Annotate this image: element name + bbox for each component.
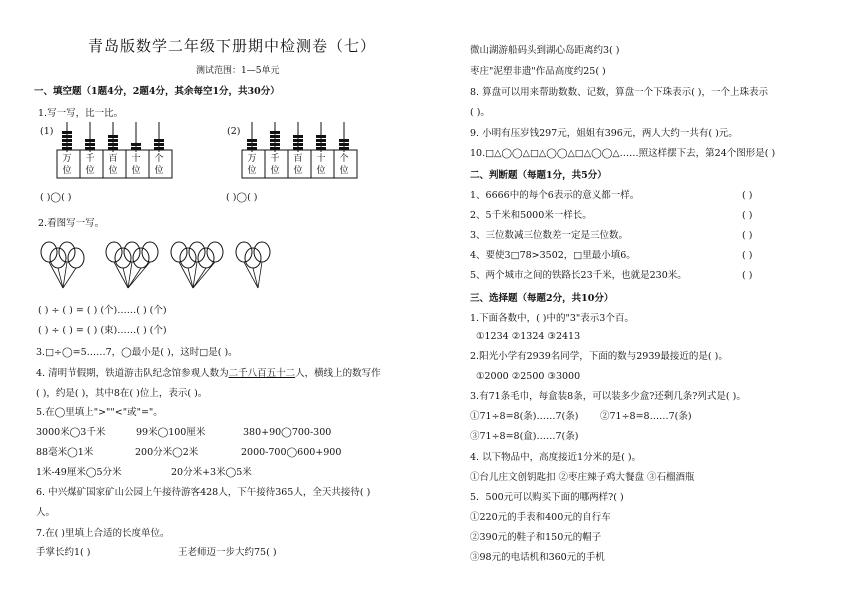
abacus-place-label: 位 (293, 166, 303, 176)
right-column (440, 0, 860, 608)
abacus-place-label: 位 (108, 166, 118, 176)
judge-item: 1、6666中的每个6表示的意义都一样。 (470, 190, 640, 201)
section-judge-heading: 二、判断题（每题1分，共5分） (470, 170, 607, 181)
choice-3-text: 3.有71条毛巾，每盒装8条，可以装多少盒?还剩几条?列式是( )。 (470, 391, 746, 402)
q2-text: 2.看图写一写。 (38, 218, 105, 229)
balloon-groups-image (36, 236, 286, 292)
choice-3-option-2: ②71÷8=8……7(条) (600, 411, 692, 422)
choice-1-text: 1.下面各数中，( )中的"3"表示3个百。 (470, 313, 634, 324)
balloon (189, 242, 205, 262)
judge-item: 3、三位数减三位数差一定是三位数。 (470, 230, 629, 241)
abacus-place-label: 位 (85, 166, 95, 176)
balloon (59, 242, 75, 262)
q8-line1: 8. 算盘可以用来帮助数数、记数，算盘一个下珠表示( )，一个上珠表示 (470, 87, 769, 98)
q7-r1-b: 王老师迈一步大约75( ) (178, 547, 277, 558)
q5-r1-b: 99米◯100厘米 (136, 427, 206, 438)
choice-5-option-2: ②390元的鞋子和150元的帽子 (470, 532, 602, 543)
abacus-place-label: 万 (62, 154, 72, 164)
choice-5-option-3: ③98元的电话机和360元的手机 (470, 552, 605, 563)
test-range: 测试范围：1—5单元 (196, 66, 280, 76)
abacus-place-label: 位 (247, 166, 257, 176)
q3-text: 3.□÷◯=5……7，◯最小是( )，这时□是( )。 (36, 347, 238, 358)
q4-text-a: 4. 清明节假期，铁道游击队纪念馆参观人数为 (36, 368, 229, 379)
judge-blank[interactable]: ( ) (742, 270, 753, 281)
q7-r2-b: 枣庄"泥塑非遗"作品高度约25( ) (470, 66, 606, 77)
q2-row1: ( ) ÷ ( ) = ( ) (个)……( ) (个) (38, 305, 167, 316)
balloon (142, 242, 158, 262)
q5-r2-a: 88毫米◯1米 (36, 447, 94, 458)
q6-line2: 人。 (36, 507, 56, 518)
q9-text: 9. 小明有压岁钱297元，姐姐有396元，两人大约一共有( )元。 (470, 128, 738, 139)
abacus-place-label: 位 (270, 166, 280, 176)
section-fill-blank-heading: 一、填空题（1题4分，2题4分，其余每空1分，共30分） (34, 86, 280, 97)
balloon (68, 248, 84, 268)
abacus-place-label: 位 (154, 166, 164, 176)
q1-text: 1.写一写，比一比。 (38, 108, 124, 119)
q4-text-b: 人，横线上的数写作 (295, 368, 381, 379)
q1-part1-label: (1) (40, 126, 54, 137)
q7-r1-a: 手掌长约1( ) (36, 547, 91, 558)
balloon (124, 242, 140, 262)
q1-part2-label: (2) (227, 126, 241, 137)
balloon (245, 248, 261, 268)
choice-5-option-1: ①220元的手表和400元的自行车 (470, 512, 611, 523)
abacus-place-label: 万 (247, 154, 257, 164)
judge-blank[interactable]: ( ) (742, 210, 753, 221)
abacus-place-label: 个 (154, 154, 164, 164)
judge-item: 2、5千米和5000米一样长。 (470, 210, 592, 221)
balloon (180, 248, 196, 268)
abacus-place-label: 千 (270, 154, 280, 164)
judge-blank[interactable]: ( ) (742, 230, 753, 241)
q5-r3-b: 20分米+3米◯5米 (171, 467, 252, 478)
q4-underlined-number: 二千八百五十二 (228, 368, 296, 379)
judge-item: 4、要使3□78>3502，□里最小填6。 (470, 250, 636, 261)
q1-compare-blank-1[interactable]: ( )◯( ) (40, 192, 72, 203)
q7-text: 7.在( )里填上合适的长度单位。 (36, 528, 170, 539)
q10-text: 10.□△◯◯△□△◯◯△□△◯◯△……照这样摆下去，第24个图形是( ) (470, 148, 776, 159)
q4-line1 (36, 369, 381, 379)
q8-line2: ( )。 (470, 107, 490, 118)
balloon (115, 248, 131, 268)
q4-line2: ( )，约是( )，其中8在( )位上，表示( )。 (36, 388, 208, 399)
balloon (41, 242, 57, 262)
abacus-place-label: 位 (62, 166, 72, 176)
balloon (171, 242, 187, 262)
section-choice-heading: 三、选择题（每题2分，共10分） (470, 293, 614, 304)
balloon (254, 242, 270, 262)
abacus-1 (55, 120, 175, 182)
q5-r1-c: 380+90◯700-300 (243, 427, 332, 438)
abacus-2 (240, 120, 360, 182)
q5-r2-b: 200分米◯2米 (135, 447, 199, 458)
choice-2-options: ①2000 ②2500 ③3000 (476, 371, 581, 382)
balloon (207, 242, 223, 262)
q5-r3-a: 1米-49厘米◯5分米 (36, 467, 122, 478)
abacus-place-label: 百 (108, 154, 118, 164)
q5-text: 5.在◯里填上">""<"或"="。 (36, 407, 163, 418)
q5-r1-a: 3000米◯3千米 (36, 427, 106, 438)
choice-3-option-1: ①71÷8=8(条)……7(条) (470, 411, 579, 422)
choice-1-options: ①1234 ②1324 ③2413 (476, 331, 581, 342)
choice-3-option-3: ③71÷8=8(盒)……7(条) (470, 431, 579, 442)
balloon (106, 242, 122, 262)
abacus-place-label: 千 (85, 154, 95, 164)
choice-2-text: 2.阳光小学有2939名同学，下面的数与2939最接近的是( )。 (470, 351, 728, 362)
q2-row2: ( ) ÷ ( ) = ( ) (束)……( ) (个) (38, 325, 167, 336)
judge-blank[interactable]: ( ) (742, 190, 753, 201)
balloon (198, 248, 214, 268)
q6-line1: 6. 中兴煤矿国家矿山公园上午接待游客428人，下午接待365人，全天共接待( ) (36, 487, 371, 498)
abacus-place-label: 位 (339, 166, 349, 176)
page-title: 青岛版数学二年级下册期中检测卷（七） (88, 37, 377, 55)
balloon (50, 248, 66, 268)
balloon (236, 242, 252, 262)
choice-4-text: 4. 以下物品中，高度接近1分米的是( )。 (470, 452, 642, 463)
abacus-place-label: 位 (316, 166, 326, 176)
abacus-place-label: 百 (293, 154, 303, 164)
q7-r2-a: 微山湖游船码头到湖心岛距离约3( ) (470, 45, 620, 56)
choice-4-options: ①台儿庄文创钥匙扣 ②枣庄辣子鸡大餐盘 ③石榴酒瓶 (470, 472, 695, 483)
choice-5-text: 5．500元可以购买下面的哪两样?( ) (470, 492, 624, 503)
q5-r2-c: 2000-700◯600+900 (241, 447, 342, 458)
judge-blank[interactable]: ( ) (742, 250, 753, 261)
q1-compare-blank-2[interactable]: ( )◯( ) (226, 192, 258, 203)
abacus-place-label: 十 (316, 154, 326, 164)
abacus-place-label: 十 (131, 154, 141, 164)
abacus-place-label: 位 (131, 166, 141, 176)
abacus-place-label: 个 (339, 154, 349, 164)
balloon (133, 248, 149, 268)
judge-item: 5、两个城市之间的铁路长23千米，也就是230米。 (470, 270, 687, 281)
